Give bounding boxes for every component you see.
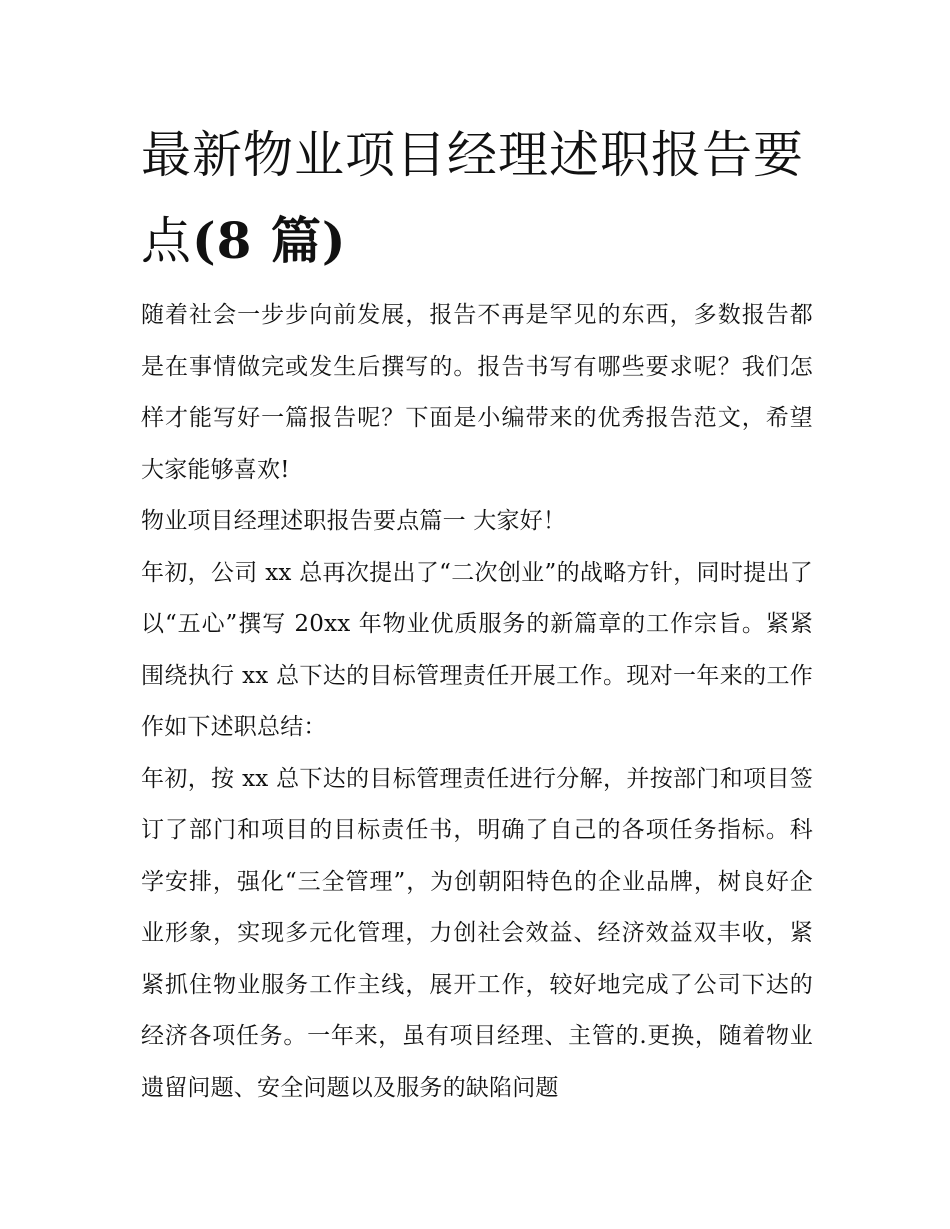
title-line-2-prefix: 点	[141, 212, 192, 270]
section-heading: 物业项目经理述职报告要点篇一 大家好！	[141, 508, 567, 534]
document-title	[141, 112, 813, 284]
intro-paragraph: 随着社会一步步向前发展，报告不再是罕见的东西，多数报告都是在事情做完或发生后撰写的。报告书写有哪些要求呢？我们怎样才能写好一篇报告呢？下面是小编带来的优秀报告范文，希望大家能够喜欢!	[141, 302, 813, 483]
title-line-1: 最新物业项目经理述职报告要	[141, 126, 804, 184]
title-line-2-suffix: (8 篇)	[192, 211, 347, 270]
body-paragraph-1: 年初，公司 xx 总再次提出了“二次创业”的战略方针，同时提出了以“五心”撰写 20xx 年物业优质服务的新篇章的工作宗旨。紧紧围绕执行 xx 总下达的目标管理责任开展工作。现对一年来的工作作如下述职总结：	[141, 559, 813, 740]
document-page	[141, 112, 813, 1114]
body-paragraph-2: 年初，按 xx 总下达的目标管理责任进行分解，并按部门和项目签订了部门和项目的目标责任书，明确了自己的各项任务指标。科学安排，强化“三全管理”，为创朝阳特色的企业品牌，树良好企业形象，实现多元化管理，力创社会效益、经济效益双丰收，紧紧抓住物业服务工作主线，展开工作，较好地完成了公司下达的经济各项任务。一年来，虽有项目经理、主管的.更换，随着物业遗留问题、安全问题以及服务的缺陷问题	[141, 765, 813, 1101]
